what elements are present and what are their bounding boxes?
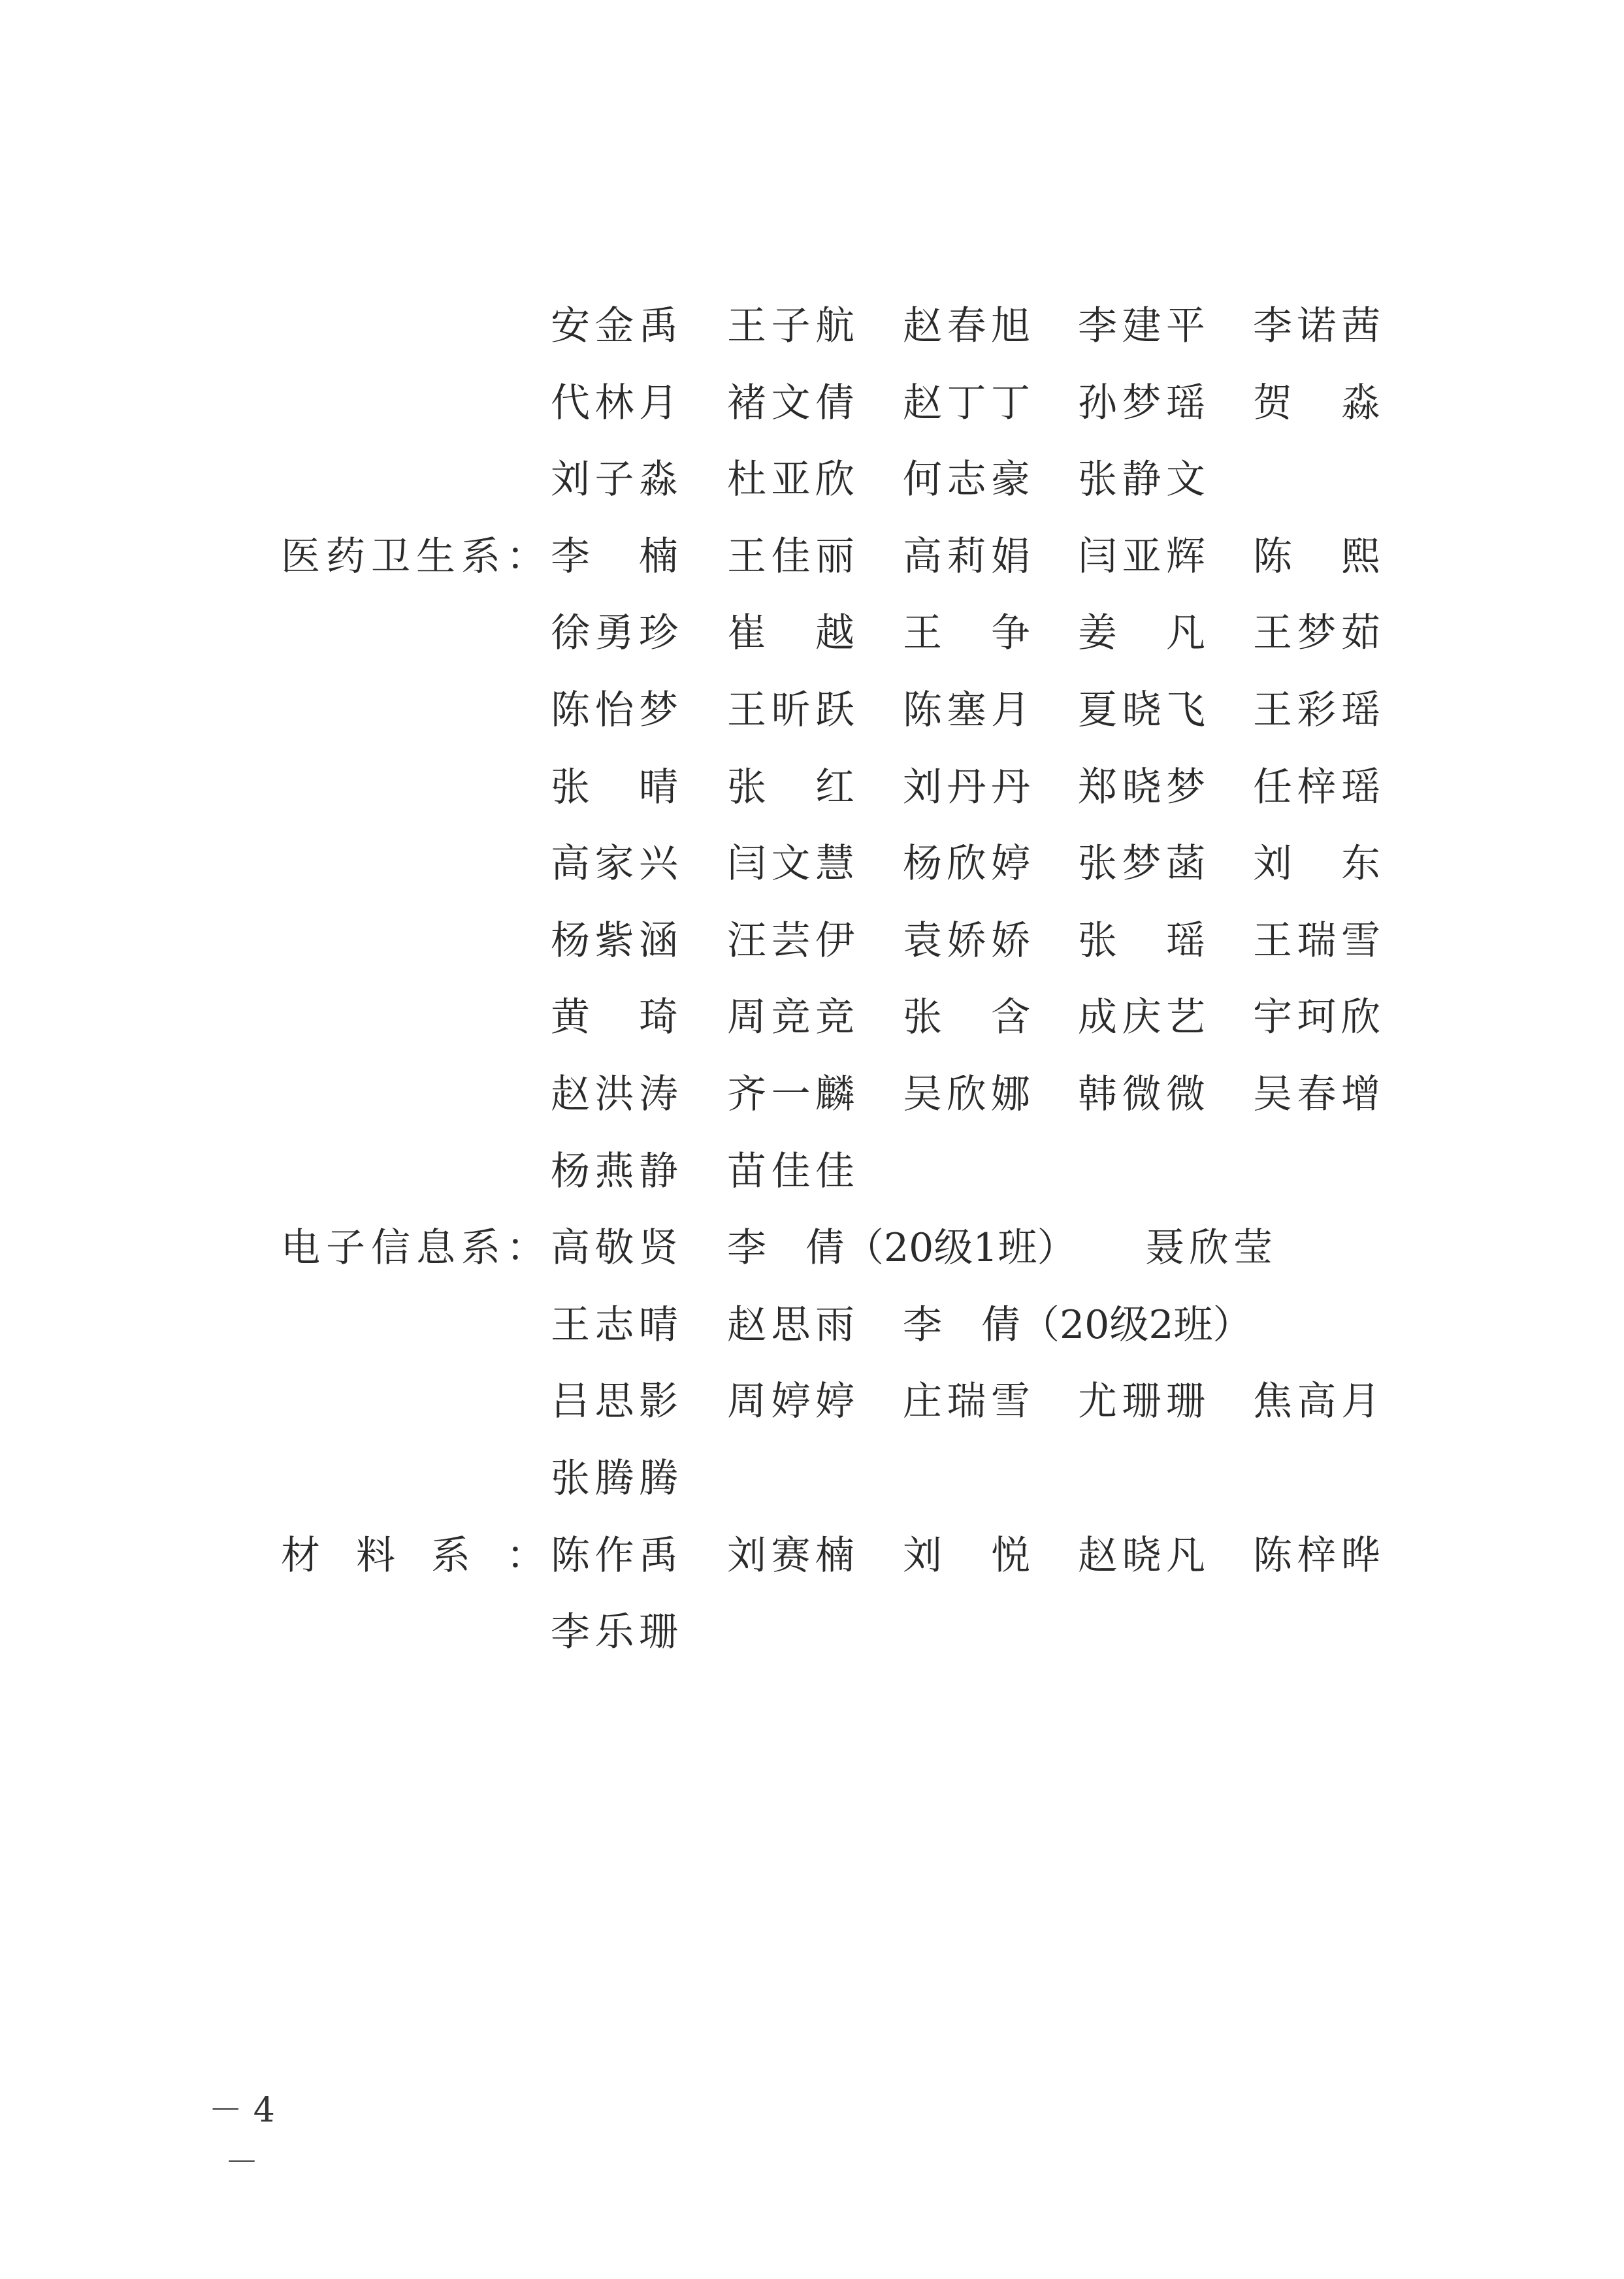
person-name: 宇珂欣 xyxy=(1253,994,1380,1041)
list-row xyxy=(0,441,1624,518)
list-row xyxy=(0,1363,1624,1440)
person-name: 刘 悦 xyxy=(903,1532,1030,1579)
person-name: 王昕跃 xyxy=(727,687,854,733)
department-label: 电子信息系： xyxy=(281,1225,545,1271)
person-name: 李诺茜 xyxy=(1253,303,1380,349)
person-name: 齐一麟 xyxy=(727,1072,854,1117)
person-name: 高家兴 xyxy=(551,841,678,887)
list-row xyxy=(0,749,1624,826)
person-name: 张 含 xyxy=(903,994,1030,1041)
person-name: 王佳丽 xyxy=(727,533,854,580)
person-name: 杨紫涵 xyxy=(551,917,678,964)
person-name: 赵丁丁 xyxy=(903,380,1030,426)
person-name: 张 晴 xyxy=(551,764,678,810)
list-row xyxy=(0,1209,1624,1287)
person-name: 韩微微 xyxy=(1078,1072,1205,1117)
person-name: 苗佳佳 xyxy=(727,1148,854,1194)
list-row xyxy=(0,1133,1624,1210)
person-name: 陈塞月 xyxy=(903,687,1030,733)
list-row xyxy=(0,1440,1624,1517)
list-row xyxy=(0,595,1624,672)
person-name: 刘 东 xyxy=(1253,841,1380,887)
list-row xyxy=(0,672,1624,749)
person-name: 王 争 xyxy=(903,610,1030,657)
person-name: 李 倩（20级1班） xyxy=(727,1225,1077,1271)
person-name: 刘子淼 xyxy=(551,457,678,503)
person-name: 陈梓晔 xyxy=(1253,1532,1380,1579)
list-row xyxy=(0,1056,1624,1133)
person-name: 赵洪涛 xyxy=(551,1072,678,1117)
department-label: 材料系： xyxy=(281,1532,545,1579)
person-name: 黄 琦 xyxy=(551,994,678,1041)
person-name: 安金禹 xyxy=(551,303,678,349)
person-name: 高莉娟 xyxy=(903,533,1030,580)
person-name: 赵思雨 xyxy=(727,1302,854,1348)
person-name: 焦高月 xyxy=(1253,1379,1380,1425)
list-row xyxy=(0,825,1624,902)
person-name: 王梦茹 xyxy=(1253,610,1380,657)
person-name: 张梦菡 xyxy=(1078,841,1205,887)
person-name: 陈 熙 xyxy=(1253,533,1380,580)
person-name: 杨欣婷 xyxy=(903,841,1030,887)
person-name: 刘赛楠 xyxy=(727,1532,854,1579)
person-name: 褚文倩 xyxy=(727,380,854,426)
list-row xyxy=(0,1594,1624,1671)
person-name: 李建平 xyxy=(1078,303,1205,349)
person-name: 袁娇娇 xyxy=(903,917,1030,964)
list-row xyxy=(0,979,1624,1056)
person-name: 尤珊珊 xyxy=(1078,1379,1205,1425)
person-name: 吕思影 xyxy=(551,1379,678,1425)
page-number: － 4 － xyxy=(208,2091,275,2182)
person-name: 吴春增 xyxy=(1253,1072,1380,1117)
person-name: 闫文慧 xyxy=(727,841,854,887)
person-name: 夏晓飞 xyxy=(1078,687,1205,733)
person-name: 任梓瑶 xyxy=(1253,764,1380,810)
person-name: 赵春旭 xyxy=(903,303,1030,349)
list-row xyxy=(0,902,1624,979)
list-row xyxy=(0,518,1624,595)
list-row xyxy=(0,287,1624,365)
person-name: 汪芸伊 xyxy=(727,917,854,964)
person-name: 李 楠 xyxy=(551,533,678,580)
person-name: 杜亚欣 xyxy=(727,457,854,503)
person-name: 庄瑞雪 xyxy=(903,1379,1030,1425)
person-name: 张 红 xyxy=(727,764,854,810)
person-name: 徐勇珍 xyxy=(551,610,678,657)
person-name: 聂欣莹 xyxy=(1145,1225,1273,1271)
person-name: 张腾腾 xyxy=(551,1456,678,1501)
list-row xyxy=(0,1287,1624,1364)
person-name: 赵晓凡 xyxy=(1078,1532,1205,1579)
person-name: 姜 凡 xyxy=(1078,610,1205,657)
person-name: 崔 越 xyxy=(727,610,854,657)
person-name: 孙梦瑶 xyxy=(1078,380,1205,426)
person-name: 周婷婷 xyxy=(727,1379,854,1425)
person-name: 王彩瑶 xyxy=(1253,687,1380,733)
person-name: 陈作禹 xyxy=(551,1532,678,1579)
person-name: 周竞竞 xyxy=(727,994,854,1041)
person-name: 王志晴 xyxy=(551,1302,678,1348)
person-name: 闫亚辉 xyxy=(1078,533,1205,580)
person-name: 何志豪 xyxy=(903,457,1030,503)
list-row xyxy=(0,1517,1624,1594)
person-name: 高敬贤 xyxy=(551,1225,678,1271)
person-name: 贺 淼 xyxy=(1253,380,1380,426)
person-name: 成庆艺 xyxy=(1078,994,1205,1041)
person-name: 李 倩（20级2班） xyxy=(903,1302,1252,1348)
list-row xyxy=(0,365,1624,442)
person-name: 刘丹丹 xyxy=(903,764,1030,810)
person-name: 张静文 xyxy=(1078,457,1205,503)
person-name: 郑晓梦 xyxy=(1078,764,1205,810)
department-label: 医药卫生系： xyxy=(281,533,545,580)
person-name: 王瑞雪 xyxy=(1253,917,1380,964)
person-name: 吴欣娜 xyxy=(903,1072,1030,1117)
person-name: 李乐珊 xyxy=(551,1609,678,1656)
person-name: 张 瑶 xyxy=(1078,917,1205,964)
person-name: 陈怡梦 xyxy=(551,687,678,733)
person-name: 杨燕静 xyxy=(551,1148,678,1194)
person-name: 王子航 xyxy=(727,303,854,349)
person-name: 代林月 xyxy=(551,380,678,426)
